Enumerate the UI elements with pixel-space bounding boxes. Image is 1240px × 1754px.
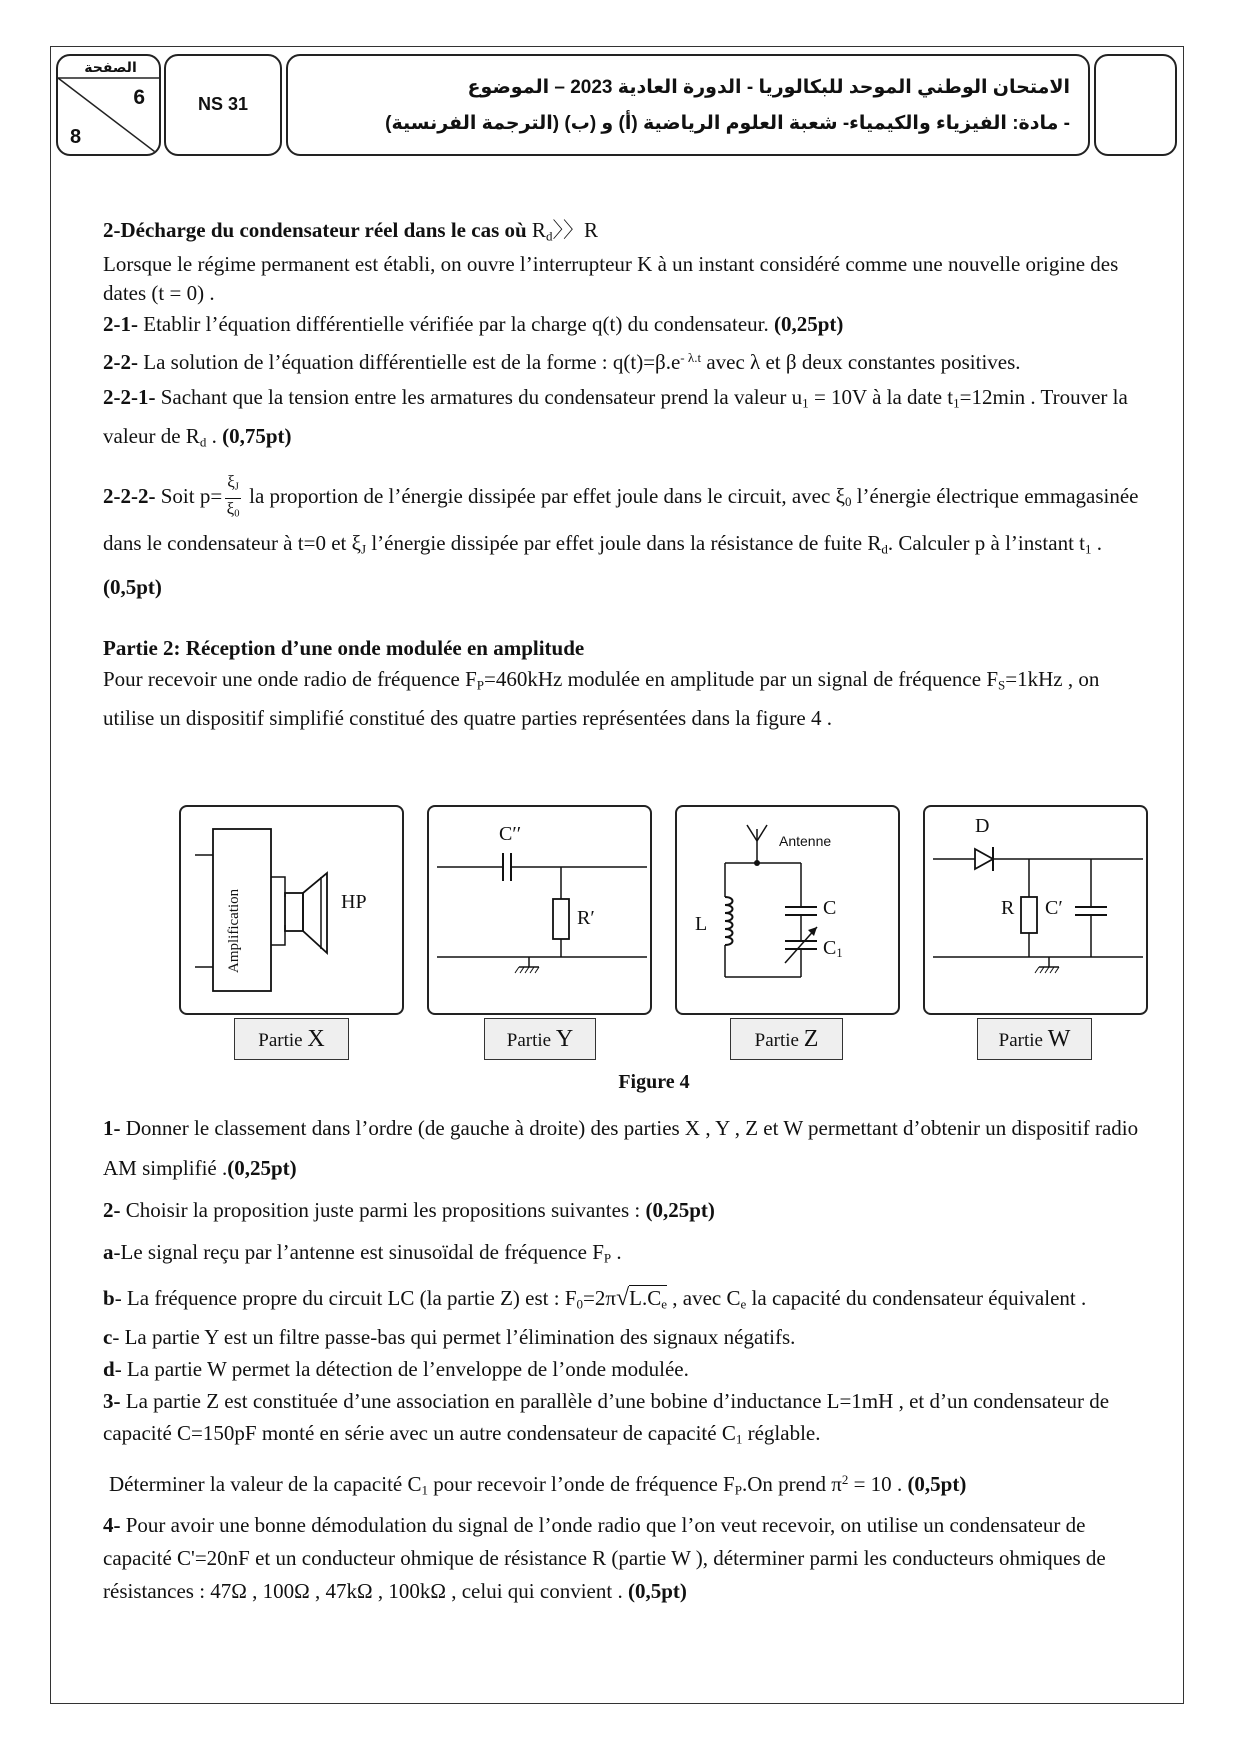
high-pass-filter-circuit — [429, 807, 650, 1013]
d-label: D — [975, 815, 990, 837]
envelope-detector-circuit — [925, 807, 1146, 1013]
energy-ratio-fraction: $\frac{\xi_J}{\xi_0}$ — [226, 471, 240, 520]
logo-box — [1094, 54, 1177, 156]
c-double-prime-label: C′′ — [499, 823, 522, 845]
partie-x-label: Partie X — [234, 1018, 349, 1060]
question-3-determine: Déterminer la valeur de la capacité $C_1$ pour recevoir l’onde de fréquence $F_P.On$ prend $\pi^2 = 10$ . (0,5pt) — [109, 1471, 967, 1498]
exam-code-box — [164, 54, 282, 156]
c1-label: $C_1$ — [823, 937, 843, 961]
exam-code: NS 31 — [197, 94, 249, 114]
proposition-d: d- La partie W permet la détection de l’enveloppe de l’onde modulée. — [103, 1356, 689, 1381]
question-2-2-2: 2-2-2- Soit p= $\frac{\xi_J}{\xi_0}$ la proportion de l’énergie dissipée par effet joule dans le circuit, avec $\xi_0$ l’énergie électrique emmagasinée dans le condensateur à t=0 et $\xi_J$ l’énergie dissipée par effet joule dans la résistance de fuite $R_d$. Calculer p à l’instant $t_1$ .(0,5pt) — [103, 471, 1139, 600]
r-prime-label: R′ — [577, 907, 595, 929]
question-4: 4- Pour avoir une bonne démodulation du signal de l’onde radio que l’on veut recevoir, on utilise un condensateur de capacité C'=20nF et un conducteur ohmique de résistance R (partie W ), déterminer parmi les conducteurs ohmiques de résistances : 47Ω , 100Ω , 47kΩ , 100kΩ , celui qui convient . (0,5pt) — [103, 1513, 1106, 1604]
partie-z-label: Partie Z — [730, 1018, 843, 1060]
c-prime-label: C′ — [1045, 897, 1063, 919]
r-label: R — [1001, 897, 1015, 919]
question-2-2-1: 2-2-1- Sachant que la tension entre les armatures du condensateur prend la valeur $u_1 = 10V$ à la date $t_1=12\min$ . Trouver la valeur de $R_d$ . (0,75pt) — [103, 385, 1128, 449]
partie2-title: Partie 2: Réception d’une onde modulée en amplitude — [103, 636, 585, 661]
question-2: 2- Choisir la proposition juste parmi les propositions suivantes : (0,25pt) — [103, 1198, 715, 1222]
l-label: L — [695, 913, 708, 935]
exam-title-line2: - مادة: الفيزياء والكيمياء- شعبة العلوم الرياضية (أ) و (ب) (الترجمة الفرنسية) — [385, 113, 1070, 134]
exam-title-box — [286, 54, 1090, 156]
section2-intro: Lorsque le régime permanent est établi, on ouvre l’interrupteur K à un instant considéré comme une nouvelle origine des dates (t = 0) . — [103, 252, 1119, 306]
panel-partie-w — [923, 805, 1148, 1015]
question-3: 3- La partie Z est constituée d’une association en parallèle d’une bobine d’inductance L=1mH , et d’un condensateur de capacité C=150pF monté en série avec un autre condensateur de capacité $C_1$ réglable. — [103, 1388, 1110, 1446]
questions — [103, 1108, 1153, 1608]
section2-title: 2-Décharge du condensateur réel dans le cas où $R_d$〉〉R — [103, 218, 598, 244]
page-number-box — [56, 54, 161, 156]
amplifier-speaker-circuit — [181, 807, 402, 1013]
panel-partie-y — [427, 805, 652, 1015]
panel-partie-x — [179, 805, 404, 1015]
proposition-b: b- La fréquence propre du circuit LC (la partie Z) est : $F_0=2\pi√L.C_e$ , avec $C_e$ la capacité du condensateur équivalent . — [103, 1285, 1087, 1312]
amplification-label: Amplification — [226, 888, 242, 973]
partie-w-label: Partie W — [977, 1018, 1092, 1060]
proposition-a: a-Le signal reçu par l’antenne est sinusoïdal de fréquence $F_P$ . — [103, 1240, 622, 1266]
figure-caption: Figure 4 — [618, 1071, 690, 1093]
page-label: الصفحة — [84, 59, 137, 75]
c-label: C — [823, 897, 837, 919]
proposition-c: c- La partie Y est un filtre passe-bas qui permet l’élimination des signaux négatifs. — [103, 1324, 796, 1349]
figure-4 — [179, 805, 1159, 1095]
partie2-intro: Pour recevoir une onde radio de fréquence $F_P=460kHz$ modulée en amplitude par un signal de fréquence $F_S=1kHz$ , on utilise un dispositif simplifié constitué des quatre parties représentées dans la figure 4 . — [103, 667, 1100, 730]
exam-content — [103, 216, 1153, 734]
panel-partie-z — [675, 805, 900, 1015]
partie-y-label: Partie Y — [484, 1018, 596, 1060]
question-1: 1- Donner le classement dans l’ordre (de gauche à droite) des parties X , Y , Z et W permettant d’obtenir un dispositif radio AM simplifié .(0,25pt) — [103, 1116, 1139, 1180]
page-current: 6 — [133, 86, 145, 109]
question-2-1: 2-1- Etablir l’équation différentielle vérifiée par la charge q(t) du condensateur. (0,25pt) — [103, 312, 844, 337]
hp-label: HP — [341, 891, 367, 913]
antenne-label: Antenne — [779, 833, 832, 849]
page-total: 8 — [70, 126, 82, 148]
question-2-2: 2-2- La solution de l’équation différentielle est de la forme : $q(t)=\beta.e^{- \lambda.t}$ avec λ et β deux constantes positives. — [103, 350, 1021, 375]
exam-title-line1: الامتحان الوطني الموحد للبكالوريا - الدورة العادية 2023 – الموضوع — [467, 77, 1070, 98]
